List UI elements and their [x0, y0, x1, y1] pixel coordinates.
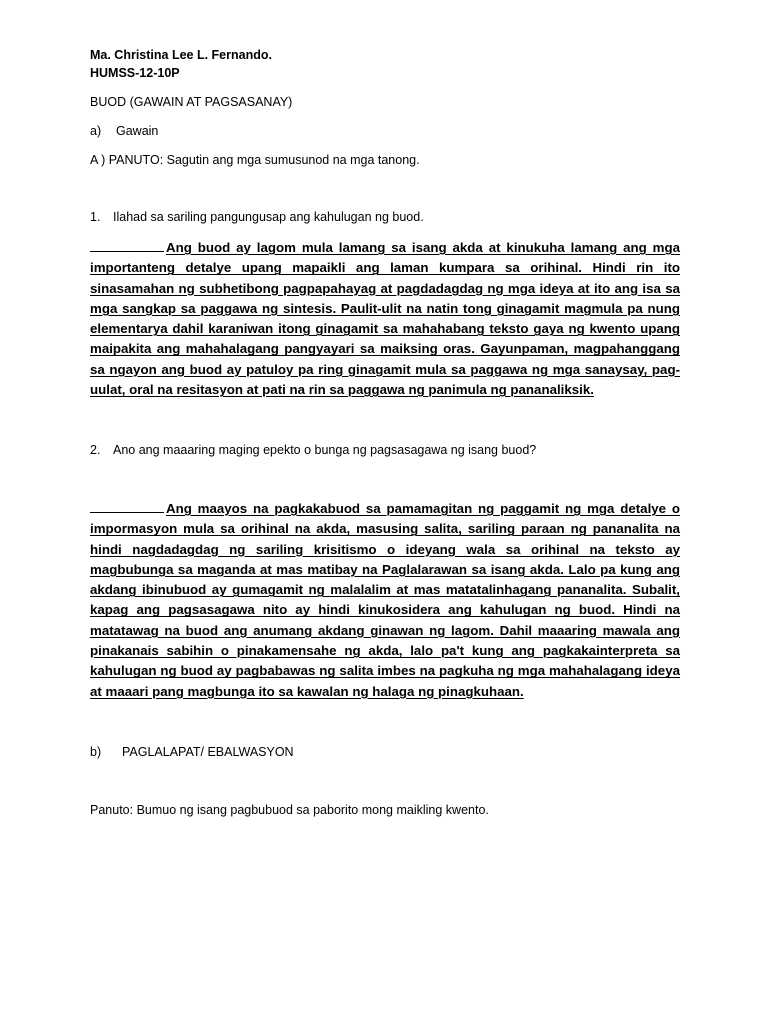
indent-underline — [90, 500, 164, 513]
answer-1 — [90, 238, 680, 400]
student-name: Ma. Christina Lee L. Fernando. — [90, 48, 272, 62]
question-1-number: 1. — [90, 210, 101, 224]
instructions-a: A ) PANUTO: Sagutin ang mga sumusunod na mga tanong. — [90, 153, 420, 167]
part-b-heading — [90, 745, 294, 760]
part-b-marker: b) — [90, 745, 102, 759]
student-section: HUMSS-12-10P — [90, 66, 180, 80]
question-1 — [90, 210, 424, 225]
question-1-text: Ilahad sa sariling pangungusap ang kahulugan ng buod. — [113, 210, 424, 224]
part-a-marker: a) — [90, 124, 102, 138]
answer-2-text: Ang maayos na pagkakabuod sa pamamagitan ng paggamit ng mga detalye o impormasyon mula sa orihinal na akda, masusing salita, sariling paraan ng pananalita na hindi nagdadagdag ng sariling krisitismo o ideyang wala sa orihinal na teksto ay magbubunga sa maganda at mas matibay na Paglalarawan sa isang akda. Lalo pa kung ang akdang ibinubuod ay gumagamit ng malalalim at mas matatalinhagang pananalita. Subalit, kapag ang pagsasagawa nito ay hindi kinukosidera ang kahulugan ng buod. Hindi na matatawag na buod ang anumang akdang ginawan ng lagom. Dahil maaaring mawala ang pinakanais sabihin o pinakamensahe ng akda, lalo pa't kung ang pagkakainterpreta sa kahulugan ng buod ay pagbabawas ng salita imbes na pagkuha ng mga mahahalagang ideya at maaari pang magbunga ito sa kawalan ng halaga ng pinagkuhaan. — [90, 501, 680, 699]
answer-2 — [90, 499, 680, 702]
part-a-heading — [90, 124, 158, 139]
indent-underline — [90, 239, 164, 252]
part-b-label: PAGLALAPAT/ EBALWASYON — [122, 745, 294, 759]
answer-1-text: Ang buod ay lagom mula lamang sa isang akda at kinukuha lamang ang mga importanteng detalye upang mapaikli ang laman kumpara sa orihinal. Hindi rin ito sinasamahan ng subhetibong pagpapahayag at pagdadagdag ng mga ideya at ito ang isa sa mga sangkap sa paggawa ng sintesis. Paulit-ulit na natin tong ginagamit magmula pa nung elementarya dahil karaniwan itong ginagamit sa mahahabang teksto gaya ng kwento upang maipakita ang mahahalagang pangyayari sa maiksing oras. Gayunpaman, magpahanggang sa ngayon ang buod ay patuloy pa ring ginagamit mula sa paggawa ng mga sanaysay, pag-uulat, oral na resitasyon at pati na rin sa paggawa ng panimula ng pananaliksik. — [90, 240, 680, 398]
question-2 — [90, 443, 536, 458]
part-a-label: Gawain — [116, 124, 159, 138]
document-title: BUOD (GAWAIN AT PAGSASANAY) — [90, 95, 293, 109]
question-2-text: Ano ang maaaring maging epekto o bunga ng pagsasagawa ng isang buod? — [113, 443, 537, 457]
question-2-number: 2. — [90, 443, 101, 457]
instructions-b: Panuto: Bumuo ng isang pagbubuod sa paborito mong maikling kwento. — [90, 803, 489, 817]
